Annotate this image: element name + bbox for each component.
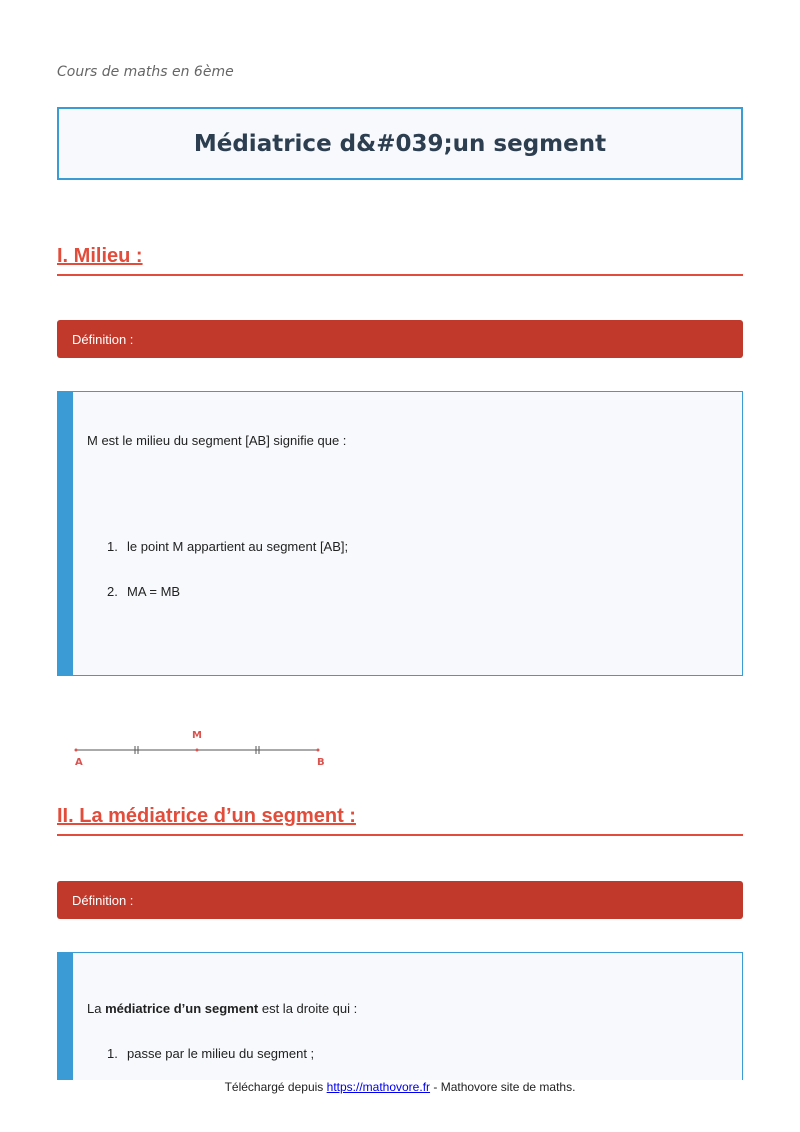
section-heading-text: II. La médiatrice d’un segment :: [57, 805, 356, 827]
intro-text-before: La: [87, 1001, 106, 1016]
section-heading-milieu: [57, 245, 743, 276]
intro-term-bold: médiatrice d’un segment: [105, 1001, 259, 1016]
point-a-dot: [75, 749, 78, 752]
definition-label: Définition :: [72, 331, 134, 347]
definition-box-milieu: [57, 391, 743, 676]
page-footer: [0, 1080, 800, 1132]
point-m-label: M: [192, 730, 202, 741]
title-box: [57, 107, 743, 180]
footer-link[interactable]: https://mathovore.fr: [326, 1080, 431, 1094]
list-item: [107, 584, 348, 599]
list-item-text: le point M appartient au segment [AB];: [127, 539, 349, 554]
course-subtitle: Cours de maths en 6ème: [57, 64, 234, 80]
list-item-number: 1.: [107, 1046, 118, 1061]
section-heading-text: I. Milieu :: [57, 245, 143, 267]
list-item: [107, 1046, 314, 1061]
definition-intro: [87, 1001, 357, 1016]
list-item-text: passe par le milieu du segment ;: [127, 1046, 315, 1061]
point-b-dot: [317, 749, 320, 752]
point-a-label: A: [75, 757, 83, 768]
list-item: [107, 539, 348, 554]
definition-list: [107, 1046, 314, 1061]
section-heading-mediatrice: [57, 805, 743, 836]
list-item-number: 1.: [107, 539, 118, 554]
definition-list: [107, 539, 348, 599]
list-item-number: 2.: [107, 584, 118, 599]
point-b-label: B: [317, 757, 325, 768]
point-m-dot: [196, 749, 199, 752]
definition-label: Définition :: [72, 892, 134, 908]
segment-figure: [70, 725, 340, 773]
list-item-text: MA = MB: [127, 584, 181, 599]
definition-bar: [57, 320, 743, 358]
footer-suffix: - Mathovore site de maths.: [430, 1080, 576, 1094]
page-title: Médiatrice d&#039;un segment: [193, 130, 607, 157]
intro-text-after: est la droite qui :: [258, 1001, 358, 1016]
definition-intro: M est le milieu du segment [AB] signifie que :: [87, 433, 347, 448]
definition-box-mediatrice: [57, 952, 743, 1082]
footer-prefix: Téléchargé depuis: [224, 1080, 327, 1094]
definition-bar: [57, 881, 743, 919]
